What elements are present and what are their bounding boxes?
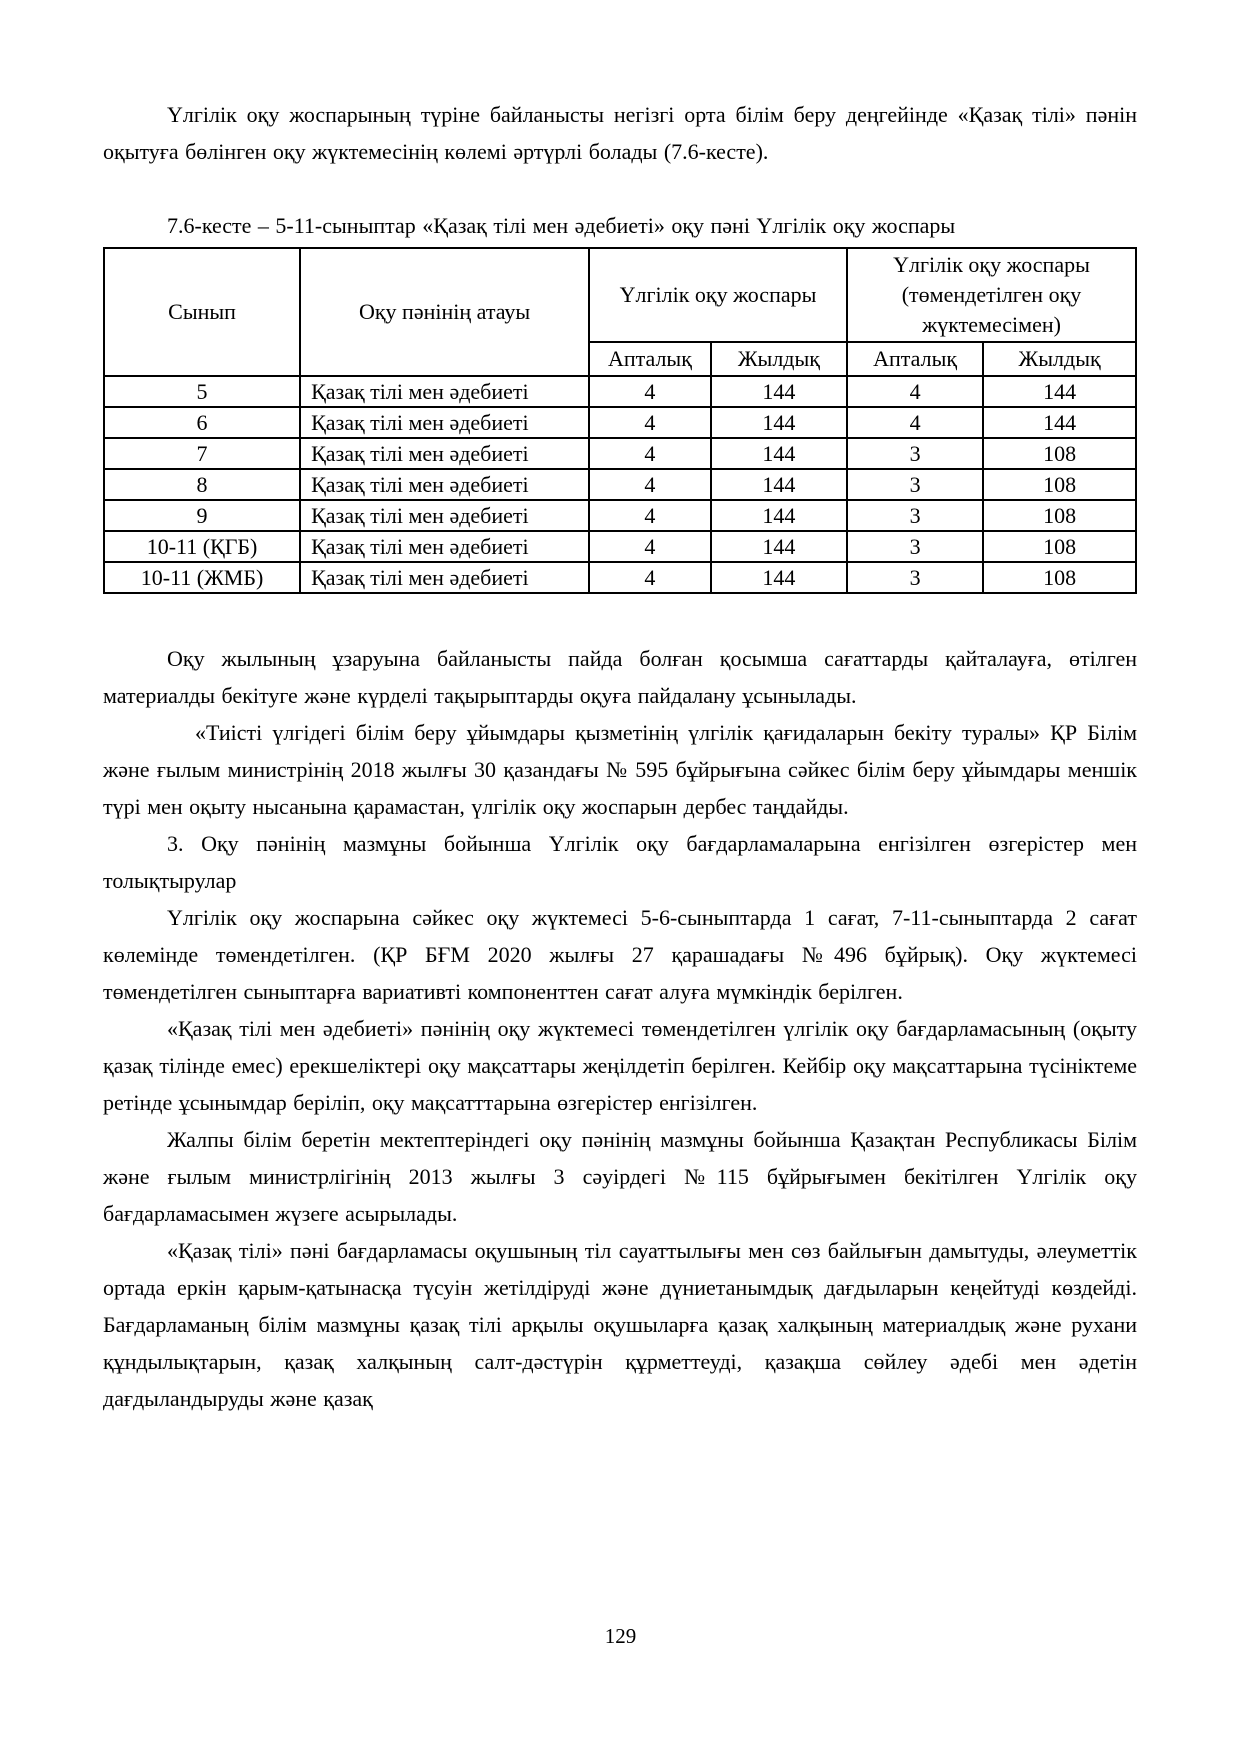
column-header-subject: Оқу пәнінің атауы bbox=[300, 248, 589, 376]
cell-weekly-standard: 4 bbox=[589, 500, 711, 531]
cell-grade: 9 bbox=[104, 500, 300, 531]
cell-yearly-standard: 144 bbox=[711, 407, 847, 438]
cell-yearly-standard: 144 bbox=[711, 531, 847, 562]
cell-weekly-reduced: 4 bbox=[847, 376, 983, 407]
cell-weekly-standard: 4 bbox=[589, 376, 711, 407]
body-paragraph: Оқу жылының ұзаруына байланысты пайда болған қосымша сағаттарды қайталауға, өтілген материалды бекітуге және күрделі тақырыптарды оқуға пайдалану ұсынылады. bbox=[103, 646, 1137, 708]
column-header-yearly-standard: Жылдық bbox=[711, 342, 847, 376]
column-header-yearly-reduced: Жылдық bbox=[983, 342, 1136, 376]
table-row bbox=[104, 531, 1136, 562]
cell-subject: Қазақ тілі мен әдебиеті bbox=[300, 438, 589, 469]
cell-yearly-reduced: 144 bbox=[983, 407, 1136, 438]
cell-subject: Қазақ тілі мен әдебиеті bbox=[300, 469, 589, 500]
cell-subject: Қазақ тілі мен әдебиеті bbox=[300, 500, 589, 531]
cell-grade: 10-11 (ҚГБ) bbox=[104, 531, 300, 562]
cell-yearly-reduced: 108 bbox=[983, 500, 1136, 531]
intro-paragraph: Үлгілік оқу жоспарының түріне байланысты негізгі орта білім беру деңгейінде «Қазақ тілі» пәнін оқытуға бөлінген оқу жүктемесінің көлемі әртүрлі болады (7.6-кесте). bbox=[103, 102, 1137, 164]
cell-yearly-standard: 144 bbox=[711, 376, 847, 407]
cell-weekly-standard: 4 bbox=[589, 407, 711, 438]
cell-subject: Қазақ тілі мен әдебиеті bbox=[300, 531, 589, 562]
column-header-weekly-reduced: Апталық bbox=[847, 342, 983, 376]
cell-yearly-standard: 144 bbox=[711, 438, 847, 469]
cell-yearly-reduced: 144 bbox=[983, 376, 1136, 407]
cell-weekly-reduced: 3 bbox=[847, 438, 983, 469]
body-paragraph: «Қазақ тілі» пәні бағдарламасы оқушының тіл сауаттылығы мен сөз байлығын дамытуды, әлеуметтік ортада еркін қарым-қатынасқа түсуін жетілдіруді және дүниетанымдық дағдыларын кеңейтуді көздейді. Бағдарламаның білім мазмұны қазақ тілі арқылы оқушыларға қазақ халқының материалдық және рухани құндылықтарын, қазақ халқының салт-дәстүрін құрметтеуді, қазақша сөйлеу әдебі мен әдетін дағдыландыруды және қазақ bbox=[103, 1238, 1137, 1411]
cell-weekly-standard: 4 bbox=[589, 438, 711, 469]
cell-grade: 5 bbox=[104, 376, 300, 407]
column-group-reduced-plan: Үлгілік оқу жоспары (төмендетілген оқу жүктемесімен) bbox=[847, 248, 1136, 342]
cell-grade: 8 bbox=[104, 469, 300, 500]
cell-subject: Қазақ тілі мен әдебиеті bbox=[300, 407, 589, 438]
cell-weekly-reduced: 3 bbox=[847, 500, 983, 531]
curriculum-table bbox=[103, 247, 1137, 594]
table-row bbox=[104, 562, 1136, 593]
cell-grade: 7 bbox=[104, 438, 300, 469]
cell-weekly-standard: 4 bbox=[589, 562, 711, 593]
body-paragraph: «Қазақ тілі мен әдебиеті» пәнінің оқу жүктемесі төмендетілген үлгілік оқу бағдарламасының (оқыту қазақ тілінде емес) ерекшеліктері оқу мақсаттары жеңілдетіп берілген. Кейбір оқу мақсаттарына түсініктеме ретінде ұсынымдар беріліп, оқу мақсатттарына өзгерістер енгізілген. bbox=[103, 1016, 1137, 1115]
table-caption: 7.6-кесте – 5-11-сыныптар «Қазақ тілі мен әдебиеті» оқу пәні Үлгілік оқу жоспары bbox=[167, 213, 956, 238]
body-paragraph: 3. Оқу пәнінің мазмұны бойынша Үлгілік оқу бағдарламаларына енгізілген өзгерістер мен толықтырулар bbox=[103, 831, 1137, 893]
table-row bbox=[104, 376, 1136, 407]
cell-yearly-reduced: 108 bbox=[983, 562, 1136, 593]
cell-weekly-standard: 4 bbox=[589, 469, 711, 500]
cell-weekly-reduced: 3 bbox=[847, 469, 983, 500]
table-header-row-groups bbox=[104, 248, 1136, 342]
cell-weekly-standard: 4 bbox=[589, 531, 711, 562]
table-row bbox=[104, 500, 1136, 531]
cell-yearly-standard: 144 bbox=[711, 500, 847, 531]
cell-weekly-reduced: 3 bbox=[847, 531, 983, 562]
body-paragraph: Үлгілік оқу жоспарына сәйкес оқу жүктемесі 5-6-сыныптарда 1 сағат, 7-11-сыныптарда 2 сағат көлемінде төмендетілген. (ҚР БҒМ 2020 жылғы 27 қарашадағы №496 бұйрық). Оқу жүктемесі төмендетілген сыныптарға вариативті компоненттен сағат алуға мүмкіндік берілген. bbox=[103, 905, 1137, 1004]
cell-yearly-standard: 144 bbox=[711, 469, 847, 500]
cell-grade: 10-11 (ЖМБ) bbox=[104, 562, 300, 593]
table-row bbox=[104, 407, 1136, 438]
cell-yearly-reduced: 108 bbox=[983, 438, 1136, 469]
cell-yearly-reduced: 108 bbox=[983, 469, 1136, 500]
cell-yearly-standard: 144 bbox=[711, 562, 847, 593]
cell-subject: Қазақ тілі мен әдебиеті bbox=[300, 562, 589, 593]
cell-grade: 6 bbox=[104, 407, 300, 438]
column-header-grade: Сынып bbox=[104, 248, 300, 376]
cell-weekly-reduced: 4 bbox=[847, 407, 983, 438]
page-number: 129 bbox=[604, 1624, 637, 1648]
cell-yearly-reduced: 108 bbox=[983, 531, 1136, 562]
column-group-standard-plan: Үлгілік оқу жоспары bbox=[589, 248, 847, 342]
table-row bbox=[104, 438, 1136, 469]
table-row bbox=[104, 469, 1136, 500]
body-paragraph: Жалпы білім беретін мектептеріндегі оқу пәнінің мазмұны бойынша Қазақтан Республикасы Білім және ғылым министрлігінің 2013 жылғы 3 сәуірдегі №115 бұйрығымен бекітілген Үлгілік оқу бағдарламасымен жүзеге асырылады. bbox=[103, 1127, 1137, 1226]
body-paragraph: «Тиісті үлгідегі білім беру ұйымдары қызметінің үлгілік қағидаларын бекіту туралы» ҚР Білім және ғылым министрінің 2018 жылғы 30 қазандағы № 595 бұйрығына сәйкес білім беру ұйымдары меншік түрі мен оқыту нысанына қарамастан, үлгілік оқу жоспарын дербес таңдайды. bbox=[103, 720, 1137, 819]
cell-weekly-reduced: 3 bbox=[847, 562, 983, 593]
column-header-weekly-standard: Апталық bbox=[589, 342, 711, 376]
cell-subject: Қазақ тілі мен әдебиеті bbox=[300, 376, 589, 407]
